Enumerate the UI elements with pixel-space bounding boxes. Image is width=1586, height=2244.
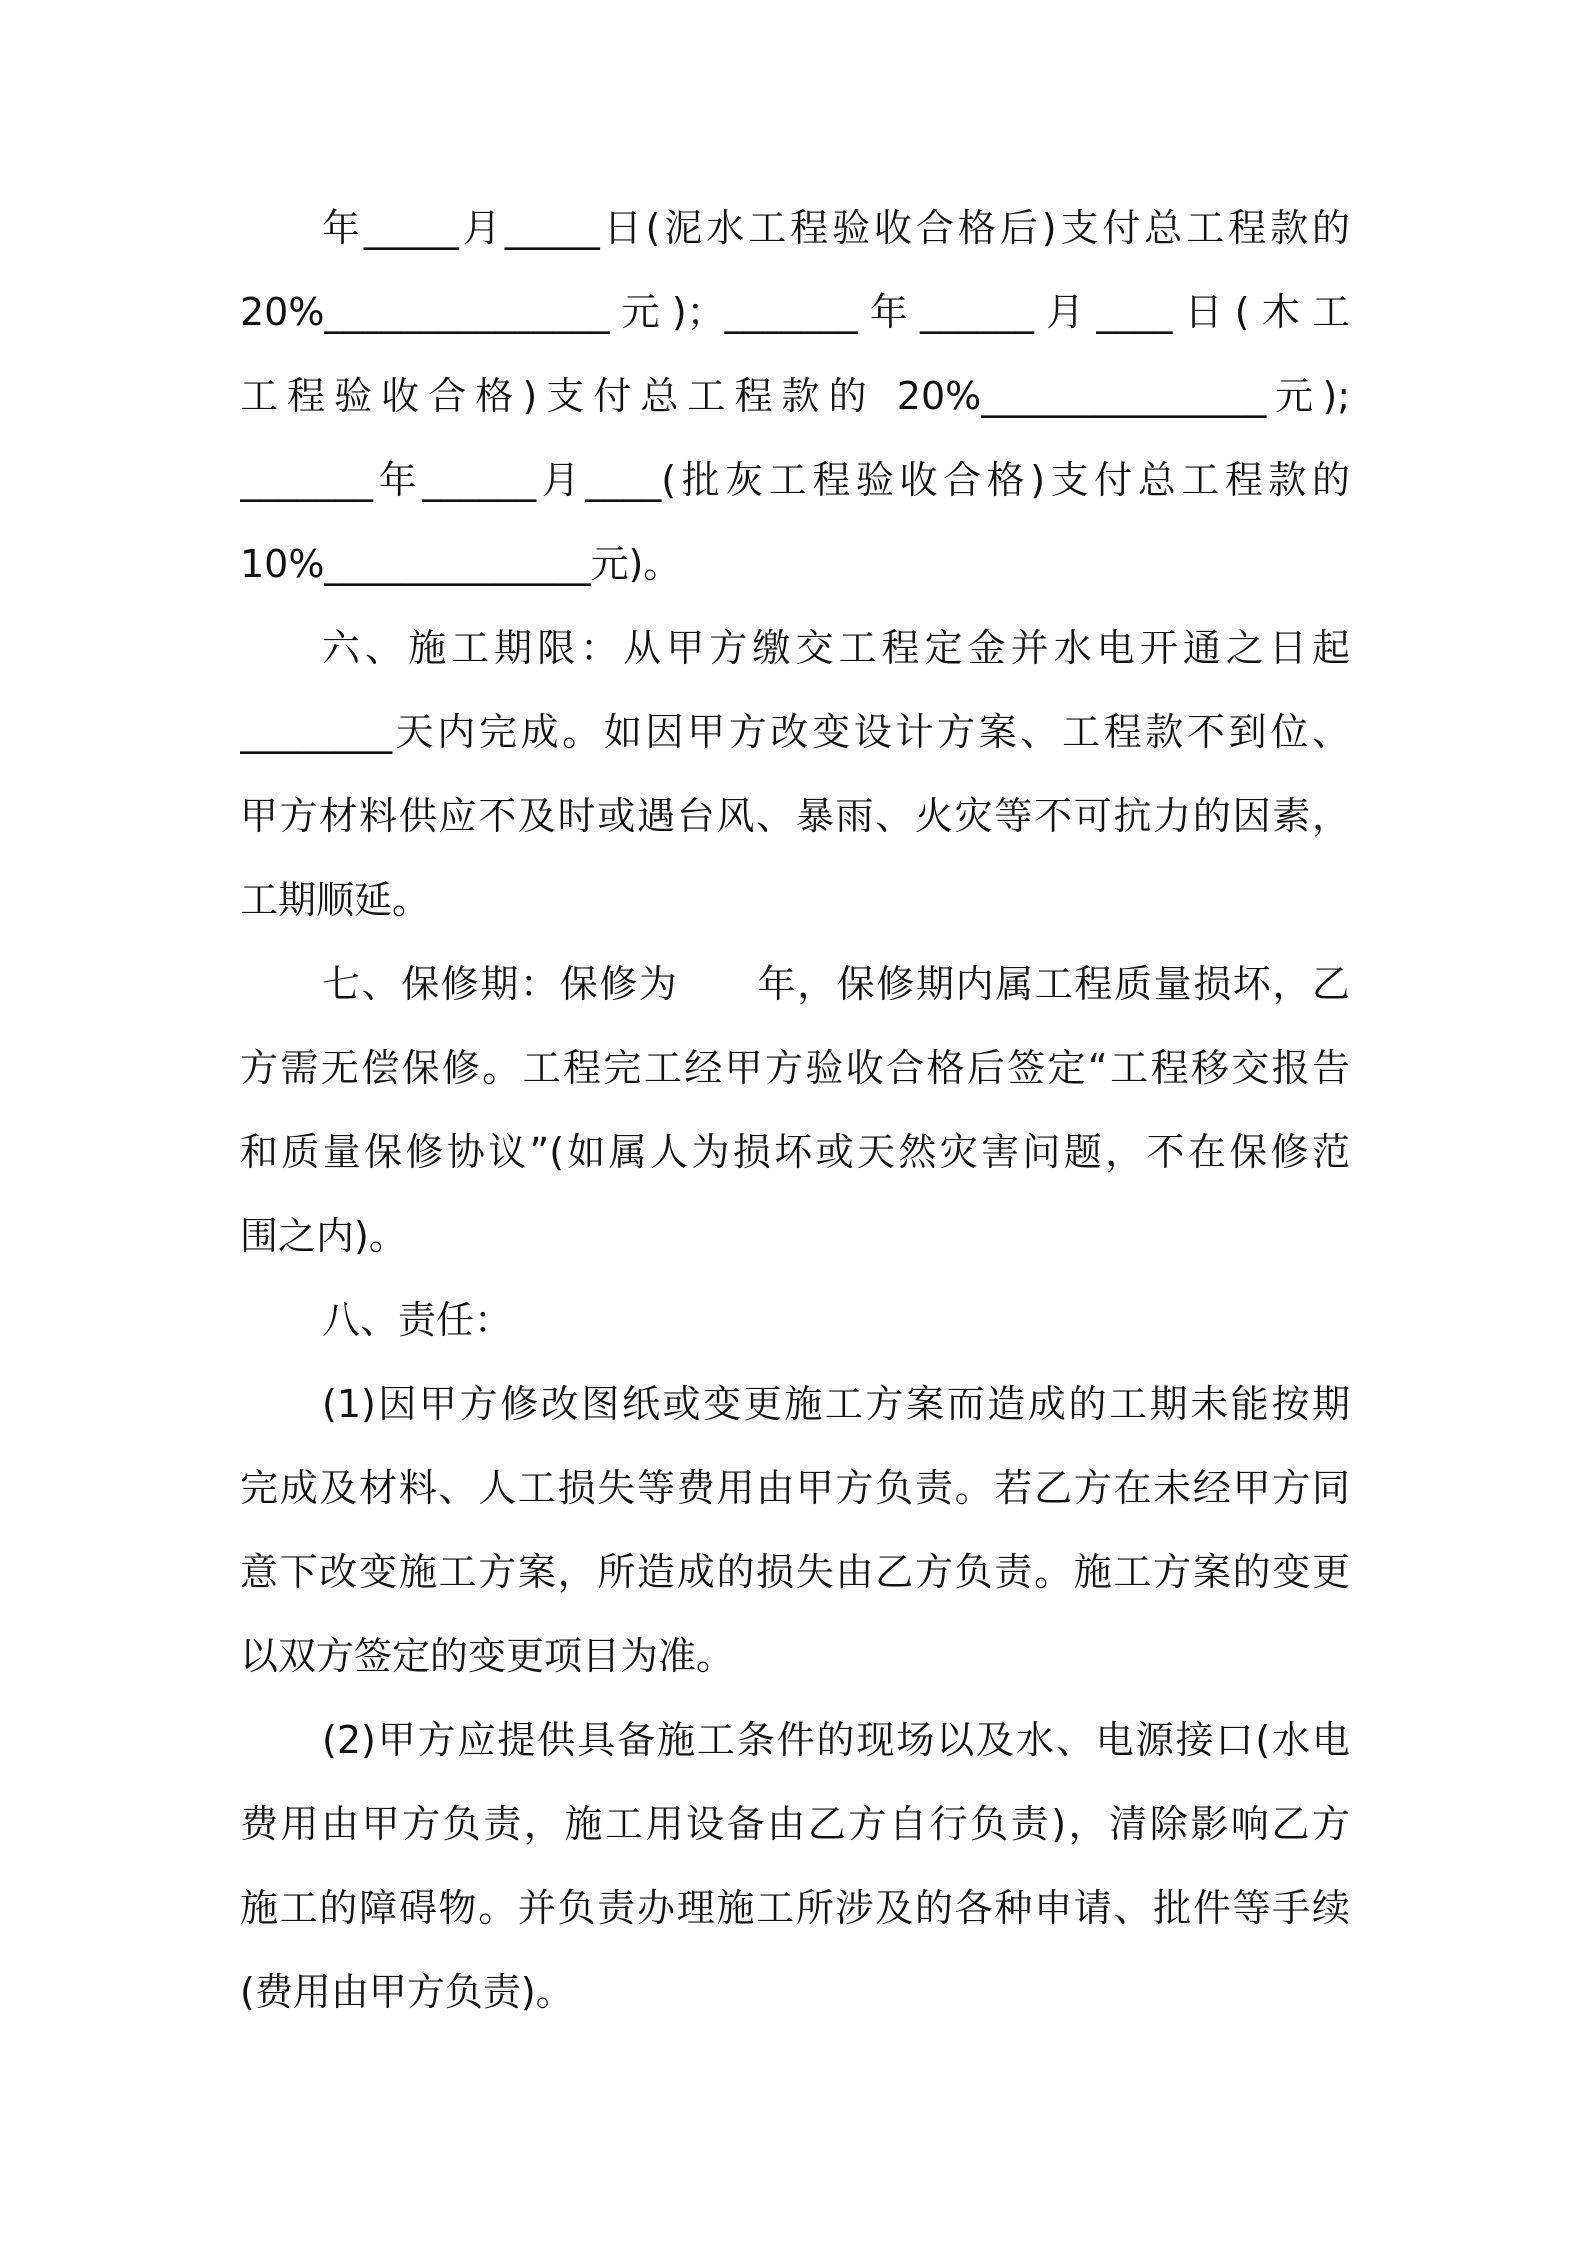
text-line: 围之内)。 xyxy=(240,1214,407,1258)
text-line: 方需无偿保修。工程完工经甲方验收合格后签定“工程移交报告 xyxy=(240,1046,1350,1090)
clause-2-line: (2)甲方应提供具备施工条件的现场以及水、电源接口(水电 xyxy=(322,1718,1350,1762)
text-line: 施工的障碍物。并负责办理施工所涉及的各种申请、批件等手续 xyxy=(240,1886,1350,1930)
text-line: 甲方材料供应不及时或遇台风、暴雨、火灾等不可抗力的因素， xyxy=(240,794,1350,838)
text-line: 意下改变施工方案，所造成的损失由乙方负责。施工方案的变更 xyxy=(240,1550,1350,1594)
text-line: 费用由甲方负责，施工用设备由乙方自行负责)，清除影响乙方 xyxy=(240,1802,1350,1846)
document-body xyxy=(240,186,1350,2034)
text-line: 工期顺延。 xyxy=(240,878,431,922)
text-line: 10%______________元)。 xyxy=(240,542,682,586)
text-line: 完成及材料、人工损失等费用由甲方负责。若乙方在未经甲方同 xyxy=(240,1466,1350,1510)
clause-1-line: (1)因甲方修改图纸或变更施工方案而造成的工期未能按期 xyxy=(322,1382,1350,1426)
text-line: 工程验收合格)支付总工程款的 20%_______________元); xyxy=(240,374,1350,418)
text-line: 年_____月_____日(泥水工程验收合格后)支付总工程款的 xyxy=(322,206,1350,250)
text-line: 和质量保修协议”(如属人为损坏或天然灾害问题，不在保修范 xyxy=(240,1130,1350,1174)
text-line: 以双方签定的变更项目为准。 xyxy=(240,1634,735,1678)
section-7-heading-line: 七、保修期：保修为 年，保修期内属工程质量损坏，乙 xyxy=(322,962,1350,1006)
section-8-heading: 八、责任： xyxy=(322,1298,513,1342)
section-6-heading-line: 六、施工期限：从甲方缴交工程定金并水电开通之日起 xyxy=(322,626,1350,670)
text-line: ________天内完成。如因甲方改变设计方案、工程款不到位、 xyxy=(240,710,1350,754)
text-line: (费用由甲方负责)。 xyxy=(240,1970,574,2014)
text-line: 20%_______________元)；_______年______月____日(木工 xyxy=(240,290,1350,334)
text-line: _______年______月____(批灰工程验收合格)支付总工程款的 xyxy=(240,458,1350,502)
